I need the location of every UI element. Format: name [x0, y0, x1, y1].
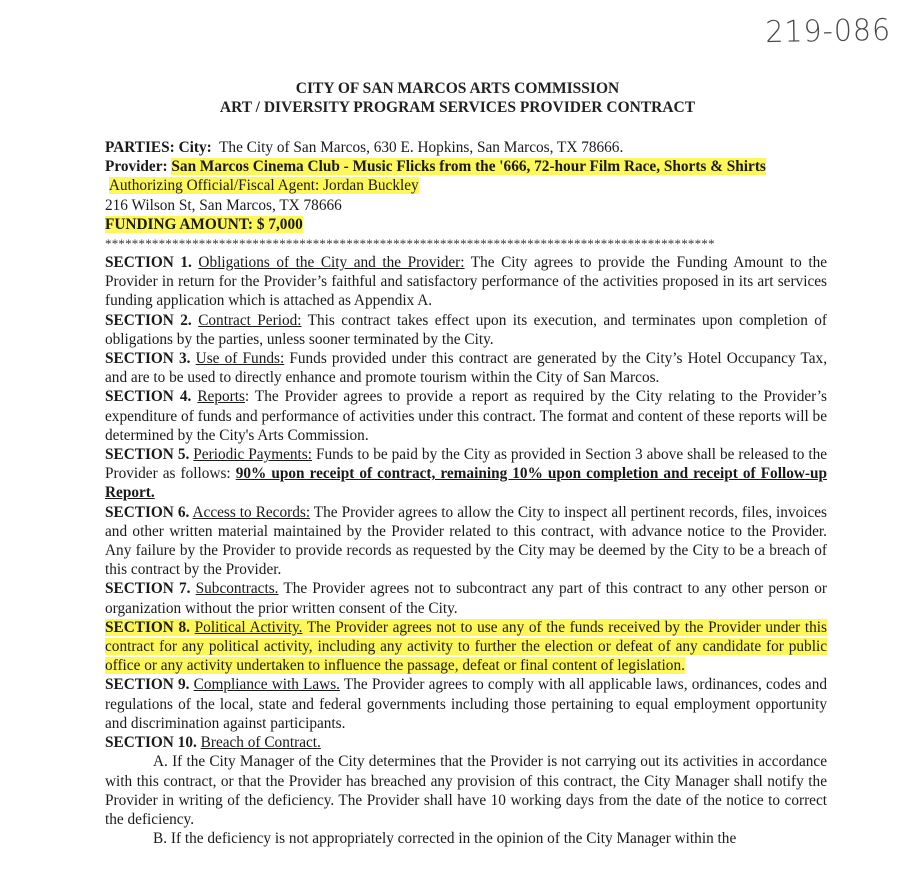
- section-5-text: Funds to be paid by the City as provided in Section 3 above shall be released to the Provider as follows:: [105, 446, 828, 483]
- section-5-title: Periodic Payments:: [193, 446, 312, 464]
- section-3-title: Use of Funds:: [195, 350, 285, 368]
- section-6-label: SECTION 6.: [105, 503, 190, 521]
- section-1: [105, 253, 827, 311]
- section-4-label: SECTION 4.: [105, 388, 192, 406]
- document-title-line1: CITY OF SAN MARCOS ARTS COMMISSION: [295, 80, 620, 97]
- section-10-label: SECTION 10.: [105, 734, 197, 752]
- section-8-text: The Provider agrees not to use any of the funds received by the Provider under this contract for any political activity, including any activity to further the election or defeat of any candidate for public office or any activity undertaken to influence the passage, defeat or final content of legislation.: [105, 618, 827, 675]
- section-2: [105, 311, 827, 349]
- section-9-text: The Provider agrees to comply with all applicable laws, ordinances, codes and regulations of the local, state and federal governments including those pertaining to equal employment opportunity and discrimination against participants.: [105, 676, 828, 732]
- section-10-title: Breach of Contract.: [200, 734, 321, 752]
- section-5-payment-terms: 90% upon receipt of contract, remaining 10% upon completion and receipt of Follow-up Report.: [105, 465, 827, 502]
- parties-city-line: [105, 138, 827, 157]
- section-2-label: SECTION 2.: [105, 311, 192, 329]
- section-4: [105, 387, 827, 445]
- provider-line: [105, 157, 827, 176]
- handwritten-reference-number: 219-086: [765, 12, 892, 51]
- city-text: The City of San Marcos, 630 E. Hopkins, San Marcos, TX 78666.: [219, 139, 624, 156]
- section-9: [105, 675, 827, 733]
- section-7-label: SECTION 7.: [105, 580, 191, 598]
- section-7-title: Subcontracts.: [195, 580, 279, 598]
- separator-stars: *******************************************************************************************: [105, 236, 715, 252]
- provider-address: 216 Wilson St, San Marcos, TX 78666: [105, 196, 342, 214]
- section-1-text: The City agrees to provide the Funding Amount to the Provider in return for the Provider’s faithful and satisfactory performance of the activities proposed in its art services funding application which is attached as Appendix A.: [105, 254, 828, 310]
- section-7: [105, 579, 827, 617]
- section-4-text: : The Provider agrees to provide a report as required by the City relating to the Provider’s expenditure of funds and performance of activities under this contract. The format and content of these reports will be determined by the City's Arts Commission.: [105, 388, 827, 444]
- section-2-text: This contract takes effect upon its execution, and terminates upon completion of obligations by the parties, unless sooner terminated by the City.: [105, 311, 828, 348]
- section-9-title: Compliance with Laws.: [193, 676, 341, 694]
- section-3: [105, 349, 827, 387]
- section-6-title: Access to Records:: [192, 503, 311, 521]
- section-5-label: SECTION 5.: [105, 446, 190, 464]
- section-8: [105, 618, 827, 676]
- section-2-title: Contract Period:: [198, 311, 302, 329]
- parties-label: PARTIES:: [105, 139, 175, 156]
- section-3-text: Funds provided under this contract are generated by the City’s Hotel Occupancy Tax, and are to be used to directly enhance and promote tourism within the City of San Marcos.: [105, 350, 828, 387]
- section-8-label: SECTION 8.: [105, 618, 190, 636]
- section-1-label: SECTION 1.: [105, 254, 192, 272]
- section-10: [105, 733, 827, 752]
- funding-line: [105, 215, 827, 234]
- funding-label: FUNDING AMOUNT:: [105, 215, 254, 233]
- contract-body: [105, 138, 827, 848]
- section-1-title: Obligations of the City and the Provider:: [198, 254, 465, 272]
- provider-name: San Marcos Cinema Club - Music Flicks from the '666, 72-hour Film Race, Shorts & Shirts: [171, 158, 766, 176]
- funding-amount: $ 7,000: [256, 215, 303, 233]
- section-4-title: Reports: [197, 388, 245, 406]
- provider-label: Provider:: [105, 158, 168, 176]
- section-9-label: SECTION 9.: [105, 676, 190, 694]
- section-10-clause-b: B. If the deficiency is not appropriately corrected in the opinion of the City Manager within the: [153, 830, 737, 848]
- document-title-line2: ART / DIVERSITY PROGRAM SERVICES PROVIDER CONTRACT: [219, 99, 696, 116]
- agent-line: [105, 176, 827, 195]
- fiscal-agent: Authorizing Official/Fiscal Agent: Jordan Buckley: [108, 177, 419, 195]
- section-5: [105, 445, 827, 503]
- city-label: City:: [178, 139, 212, 156]
- section-3-label: SECTION 3.: [105, 350, 191, 368]
- section-8-title: Political Activity.: [194, 618, 303, 636]
- section-6-text: The Provider agrees to allow the City to inspect all pertinent records, files, invoices and other written material maintained by the Provider related to this contract, with advance notice to the Provider. Any failure by the Provider to provide records as requested by the City may be deemed by the City to be a breach of this contract by the Provider.: [105, 503, 828, 579]
- section-7-text: The Provider agrees not to subcontract any part of this contract to any other person or organization without the prior written consent of the City.: [105, 580, 827, 617]
- section-6: [105, 503, 827, 580]
- section-10-clause-a: A. If the City Manager of the City determines that the Provider is not carrying out its activities in accordance with this contract, or that the Provider has breached any provision of this contract, the City Manager shall notify the Provider in writing of the deficiency. The Provider shall have 10 working days from the date of the notice to correct the deficiency.: [105, 753, 827, 828]
